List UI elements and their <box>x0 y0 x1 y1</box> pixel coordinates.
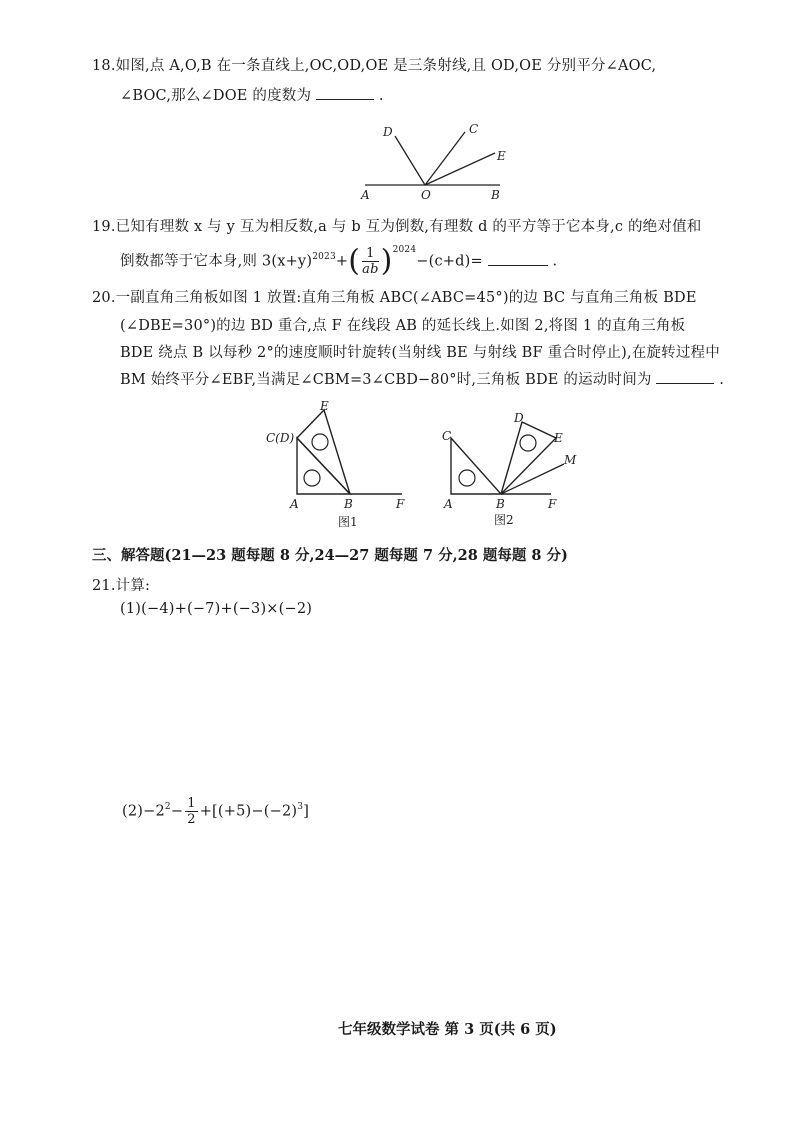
q19-line2: 倒数都等于它本身,则 $3(x+y)^{2023}+$( $\frac{1}{ab}$ )$^{2024}$−(c+d)= . <box>120 243 558 279</box>
q20-answer-blank[interactable] <box>656 369 714 384</box>
fig2-label-m: M <box>564 453 577 467</box>
q18-label-b: B <box>491 188 500 202</box>
q20-figure-1 <box>262 398 422 533</box>
q18-label-c: C <box>469 122 479 136</box>
q19-fraction <box>362 246 378 277</box>
q20-figure-2 <box>436 398 586 533</box>
q18-label-a: A <box>361 188 370 202</box>
q21-p2-num: 1 <box>187 796 196 811</box>
q19-line1: 19.已知有理数 x 与 y 互为相反数,a 与 b 互为倒数,有理数 d 的平方等于它本身,c 的绝对值和 <box>92 219 702 235</box>
q18-label-e: E <box>497 149 506 163</box>
q18-text: ∠BOC,那么∠DOE 的度数为 <box>120 88 312 104</box>
fig2-label-a: A <box>444 497 453 511</box>
fig2-label-c: C <box>442 429 452 443</box>
fig1-caption: 图1 <box>338 515 358 529</box>
q19-answer-blank[interactable] <box>488 251 548 266</box>
q20-text: BM 始终平分∠EBF,当满足∠CBM=3∠CBD−80°时,三角板 BDE 的运动时间为 <box>120 372 652 388</box>
fig2-label-b: B <box>496 497 505 511</box>
q19-frac-den: ab <box>362 262 379 277</box>
q21-p2-mid: +[(+5)−(−2) <box>199 803 298 820</box>
fig2-caption: 图2 <box>494 513 514 527</box>
q21-p2-pre: (2)−2 <box>122 803 165 820</box>
q18-answer-blank[interactable] <box>316 85 374 100</box>
fig1-label-cd: C(D) <box>266 431 295 445</box>
q21-part2 <box>122 796 309 827</box>
q18-label-d: D <box>383 125 393 139</box>
section-three-heading: 三、解答题(21—23 题每题 8 分,24—27 题每题 7 分,28 题每题 8 分) <box>92 547 568 564</box>
q21-p2-exp: 2 <box>164 801 171 812</box>
q21-p2-end: ] <box>303 803 310 820</box>
q19-frac-num: 1 <box>362 246 378 262</box>
q18-label-o: O <box>421 188 431 202</box>
q18-line2 <box>120 84 384 105</box>
q21-p2-fraction <box>185 796 197 827</box>
fig2-label-f: F <box>548 497 557 511</box>
q19-exp2: 2024 <box>392 244 417 255</box>
q20-line2: (∠DBE=30°)的边 BD 重合,点 F 在线段 AB 的延长线上.如图 2,将图 1 的直角三角板 <box>120 318 686 334</box>
q21-p2-minus: − <box>170 803 184 820</box>
fig1-label-b: B <box>344 497 353 511</box>
q20-line4 <box>120 368 724 389</box>
q21-p2-den: 2 <box>187 812 196 827</box>
fig2-label-e: E <box>554 431 563 445</box>
fig2-label-d: D <box>514 411 524 425</box>
fig1-label-e: E <box>320 399 329 413</box>
q19-plus: + <box>335 253 349 270</box>
q20-line1: 20.一副直角三角板如图 1 放置:直角三角板 ABC(∠ABC=45°)的边 BC 与直角三角板 BDE <box>92 290 697 306</box>
q21-p2-exp2: 3 <box>297 801 304 812</box>
page-footer: 七年级数学试卷 第 3 页(共 6 页) <box>338 1021 557 1038</box>
q20-period: . <box>719 372 725 388</box>
q20-line3: BDE 绕点 B 以每秒 2°的速度顺时针旋转(当射线 BE 与射线 BF 重合时停止),在旋转过程中 <box>120 345 720 361</box>
q21-part1: (1)(−4)+(−7)+(−3)×(−2) <box>120 601 313 617</box>
q19-period: . <box>552 253 558 270</box>
q19-text2: −(c+d)= <box>416 253 483 270</box>
q18-period: . <box>378 88 384 104</box>
q18-line1: 18.如图,点 A,O,B 在一条直线上,OC,OD,OE 是三条射线,且 OD,OE 分别平分∠AOC, <box>92 58 657 74</box>
q19-exp1: 2023 <box>312 251 336 262</box>
q19-text: 倒数都等于它本身,则 3(x+y) <box>120 253 313 270</box>
q18-figure <box>355 118 515 204</box>
fig1-label-f: F <box>396 497 405 511</box>
q21-title: 21.计算: <box>92 578 151 594</box>
fig1-label-a: A <box>290 497 299 511</box>
